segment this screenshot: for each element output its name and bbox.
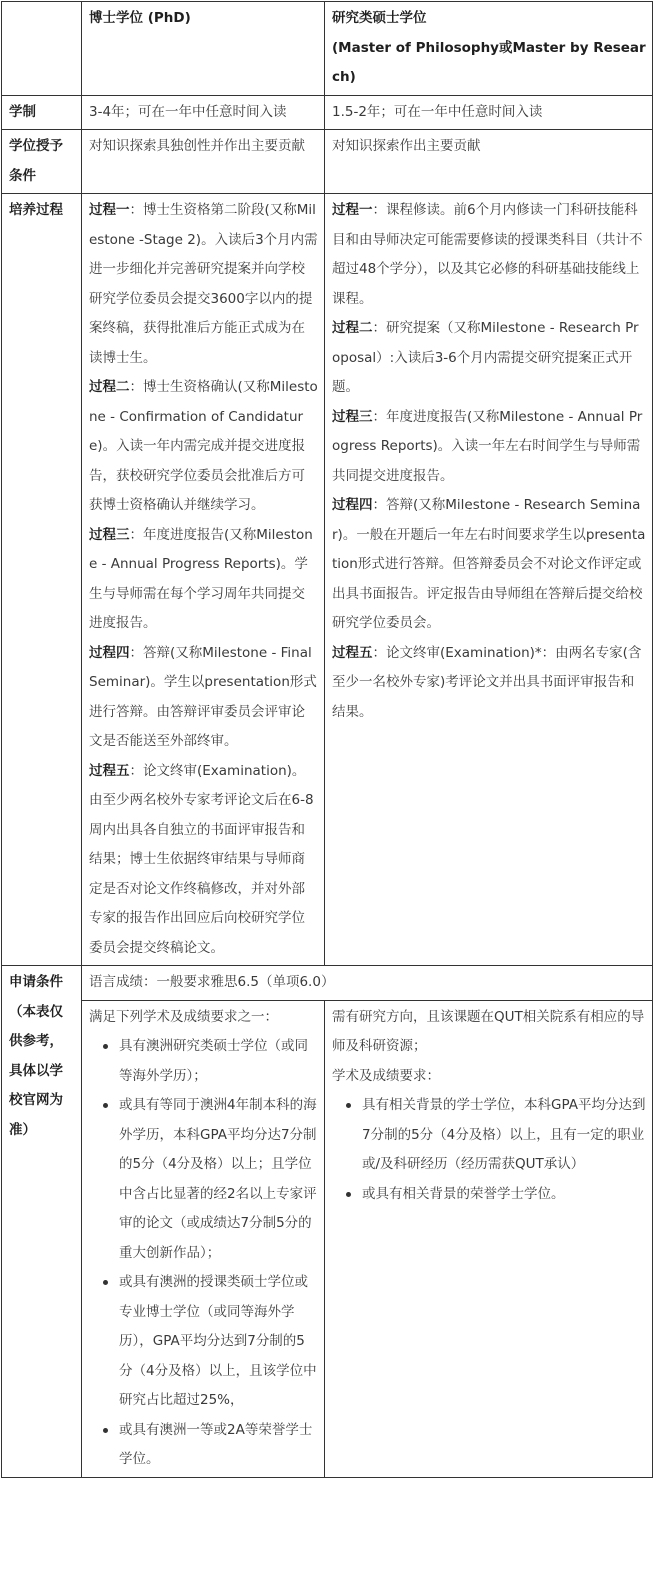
process-mphil-step (332, 314, 646, 403)
list-item: 或具有澳洲一等或2A等荣誉学士学位。 (89, 1416, 318, 1475)
row-label-duration: 学制 (2, 95, 82, 130)
requirements-mphil (325, 1000, 653, 1477)
table-row-award (2, 130, 653, 194)
step-title: 过程二 (89, 379, 130, 395)
step-text: ：论文终审(Examination)。由至少两名校外专家考评论文后在6-8周内出具各自独立的书面评审报告和结果；博士生依据终审结果与导师商定是否对论文作终稿修改，并对外部专家的报告作出回应后向校研究学位委员会提交终稿论文。 (89, 762, 314, 956)
step-title: 过程五 (89, 762, 130, 779)
list-item: 或具有澳洲的授课类硕士学位或专业博士学位（或同等海外学历），GPA平均分达到7分制的5分（4分及格）以上，且该学位中研究占比超过25%， (89, 1268, 318, 1416)
step-title: 过程三 (89, 526, 130, 543)
language-requirement: 语言成绩：一般要求雅思6.5（单项6.0） (82, 966, 653, 1001)
step-title: 过程一 (89, 202, 130, 218)
step-text: ：博士生资格确认(又称Milestone - Confirmation of Candidature)。入读一年内需完成并提交进度报告，获校研究学位委员会批准后方可获博士资格确认并继续学习。 (89, 379, 318, 513)
mphil-req-intro: 需有研究方向，且该课题在QUT相关院系有相应的导师及科研资源； (332, 1008, 645, 1054)
step-text: ：论文终审(Examination)*：由两名专家(含至少一名校外专家)考评论文并出具书面评审报告和结果。 (332, 644, 642, 720)
row-label-requirements (2, 966, 82, 1478)
step-text: ：博士生资格第二阶段(又称Milestone -Stage 2)。入读后3个月内需进一步细化并完善研究提案并向学校研究学位委员会提交3600字以内的提案终稿，获得批准后方能正式成为在读博士生。 (89, 202, 318, 366)
step-text: ：答辩(又称Milestone - Final Seminar)。学生以presentation形式进行答辩。由答辩评审委员会评审论文是否能送至外部终审。 (89, 644, 317, 749)
table-row-duration (2, 95, 653, 130)
table-row-language (2, 966, 653, 1001)
process-mphil (325, 194, 653, 966)
step-title: 过程四 (89, 644, 130, 661)
header-mphil-title: 研究类硕士学位 (332, 10, 427, 26)
step-title: 过程五 (332, 644, 373, 661)
duration-phd: 3-4年；可在一年中任意时间入读 (82, 95, 325, 130)
list-item: 具有相关背景的学士学位，本科GPA平均分达到7分制的5分（4分及格）以上，且有一定的职业或/及科研经历（经历需获QUT承认） (332, 1091, 646, 1180)
process-mphil-step (332, 403, 646, 492)
step-title: 过程一 (332, 202, 373, 218)
table-row-process (2, 194, 653, 966)
list-item: 具有澳洲研究类硕士学位（或同等海外学历）； (89, 1032, 318, 1091)
step-text: ：研究提案（又称Milestone - Research Proposal）:入读后3-6个月内需提交研究提案正式开题。 (332, 320, 639, 395)
requirements-note: （本表仅供参考，具体以学校官网为准） (9, 1003, 63, 1138)
row-label-award: 学位授予条件 (2, 130, 82, 194)
header-phd: 博士学位 (PhD) (82, 2, 325, 96)
header-mphil-subtitle: (Master of Philosophy或Master by Research) (332, 39, 646, 85)
degree-comparison-table (1, 1, 653, 1478)
step-title: 过程二 (332, 320, 373, 336)
phd-req-intro: 满足下列学术及成绩要求之一： (89, 1008, 278, 1025)
award-mphil: 对知识探索作出主要贡献 (325, 130, 653, 194)
process-phd (82, 194, 325, 966)
header-blank-cell (2, 2, 82, 96)
award-phd: 对知识探索具独创性并作出主要贡献 (82, 130, 325, 194)
step-title: 过程四 (332, 497, 373, 513)
mphil-req-subtitle: 学术及成绩要求： (332, 1067, 440, 1084)
phd-req-list (89, 1032, 318, 1475)
process-mphil-step (332, 639, 646, 728)
process-mphil-step (332, 196, 646, 314)
duration-mphil: 1.5-2年；可在一年中任意时间入读 (325, 95, 653, 130)
step-text: ：年度进度报告(又称Milestone - Annual Progress Reports)。学生与导师需在每个学习周年共同提交进度报告。 (89, 526, 313, 631)
process-phd-step (89, 757, 318, 964)
process-phd-step (89, 639, 318, 757)
list-item: 或具有等同于澳洲4年制本科的海外学历，本科GPA平均分达7分制的5分（4分及格）以上；且学位中含占比显著的经2名以上专家评审的论文（或成绩达7分制5分的重大创新作品）； (89, 1091, 318, 1268)
table-header-row (2, 2, 653, 96)
requirements-label: 申请条件 (9, 974, 63, 990)
process-phd-step (89, 196, 318, 373)
process-phd-step (89, 373, 318, 521)
process-phd-step (89, 521, 318, 639)
process-mphil-step (332, 491, 646, 639)
list-item: 或具有相关背景的荣誉学士学位。 (332, 1180, 646, 1210)
step-text: ：答辩(又称Milestone - Research Seminar)。一般在开题后一年左右时间要求学生以presentation形式进行答辩。但答辩委员会不对论文作评定或出具书面报告。评定报告由导师组在答辩后提交给校研究学位委员会。 (332, 497, 646, 631)
row-label-process: 培养过程 (2, 194, 82, 966)
step-title: 过程三 (332, 408, 373, 425)
requirements-phd (82, 1000, 325, 1477)
step-text: ：课程修读。前6个月内修读一门科研技能科目和由导师决定可能需要修读的授课类科目（共计不超过48个学分），以及其它必修的科研基础技能线上课程。 (332, 202, 643, 307)
step-text: ：年度进度报告(又称Milestone - Annual Progress Reports)。入读一年左右时间学生与导师需共同提交进度报告。 (332, 408, 643, 484)
mphil-req-list (332, 1091, 646, 1209)
header-mphil (325, 2, 653, 96)
table-row-academic (2, 1000, 653, 1477)
